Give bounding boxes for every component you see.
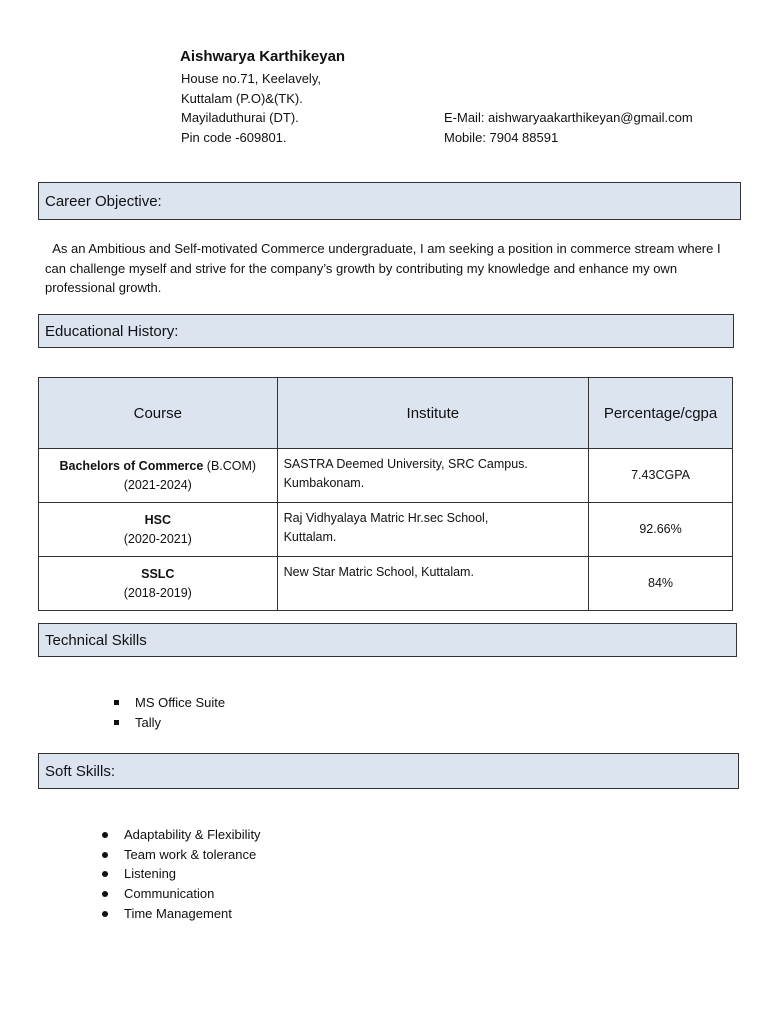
address-block: [181, 69, 321, 147]
address-line: House no.71, Keelavely,: [181, 71, 321, 86]
header-percentage: Percentage/cgpa: [589, 378, 733, 449]
skill-text: Adaptability & Flexibility: [124, 827, 261, 842]
course-years: (2021-2024): [123, 477, 192, 492]
list-item: [100, 904, 261, 924]
skill-text: Time Management: [124, 905, 232, 921]
list-item: [100, 845, 261, 865]
course-name: SSLC: [141, 566, 175, 581]
skill-text: MS Office Suite: [135, 695, 226, 710]
education-table: [38, 377, 733, 611]
technical-skills-heading: Technical Skills: [38, 623, 737, 657]
career-objective-heading: Career Objective:: [38, 182, 741, 220]
list-item: [110, 693, 225, 713]
mobile-text: Mobile: 7904 88591: [444, 129, 559, 145]
header-institute: Institute: [277, 378, 588, 449]
table-row: [39, 503, 733, 557]
course-years: (2018-2019): [123, 585, 192, 600]
disc-bullet-icon: [102, 891, 108, 897]
table-row: [39, 449, 733, 503]
course-cell: [39, 557, 278, 611]
list-item: [100, 864, 261, 884]
soft-skills-heading: Soft Skills:: [38, 753, 739, 789]
institute-line: Raj Vidhyalaya Matric Hr.sec School,: [283, 511, 489, 525]
institute-cell: [277, 503, 588, 557]
institute-line: Kuttalam.: [283, 530, 337, 544]
candidate-name: Aishwarya Karthikeyan: [180, 48, 346, 65]
address-line: Pin code -609801.: [181, 129, 287, 145]
course-name: Bachelors of Commerce: [59, 458, 204, 473]
list-item: [100, 825, 261, 845]
institute-line: New Star Matric School, Kuttalam.: [283, 565, 474, 579]
course-cell: [39, 503, 278, 557]
address-line: Kuttalam (P.O)&(TK).: [181, 90, 303, 106]
score-cell: 7.43CGPA: [589, 449, 733, 503]
skill-text: Team work & tolerance: [124, 846, 257, 862]
skill-text: Communication: [124, 886, 215, 902]
address-line: Mayiladuthurai (DT).: [181, 110, 299, 125]
disc-bullet-icon: [102, 832, 108, 838]
contact-block: [444, 108, 693, 147]
institute-cell: [277, 557, 588, 611]
course-name: HSC: [144, 512, 171, 527]
table-header-row: [39, 378, 733, 449]
score-cell: 92.66%: [589, 503, 733, 557]
soft-skills-list: [100, 825, 261, 923]
course-abbrev: (B.COM): [203, 458, 257, 473]
educational-history-heading: Educational History:: [38, 314, 734, 348]
list-item: [110, 713, 225, 733]
institute-line: SASTRA Deemed University, SRC Campus.: [283, 457, 528, 471]
skill-text: Listening: [124, 866, 177, 882]
header-course: Course: [39, 378, 278, 449]
institute-cell: [277, 449, 588, 503]
square-bullet-icon: [114, 700, 119, 705]
disc-bullet-icon: [102, 871, 108, 877]
score-cell: 84%: [589, 557, 733, 611]
skill-text: Tally: [135, 714, 162, 730]
objective-text: As an Ambitious and Self-motivated Commerce undergraduate, I am seeking a position in commerce stream where I can challenge myself and strive for the company’s growth by contributing my knowledge and enhance my own professional growth.: [45, 241, 721, 295]
course-cell: [39, 449, 278, 503]
list-item: [100, 884, 261, 904]
disc-bullet-icon: [102, 852, 108, 858]
disc-bullet-icon: [102, 911, 108, 917]
technical-skills-list: [110, 693, 225, 732]
institute-line: Kumbakonam.: [283, 476, 365, 490]
email-text: E-Mail: aishwaryaakarthikeyan@gmail.com: [444, 110, 693, 125]
square-bullet-icon: [114, 720, 119, 725]
table-row: [39, 557, 733, 611]
course-years: (2020-2021): [123, 531, 192, 546]
